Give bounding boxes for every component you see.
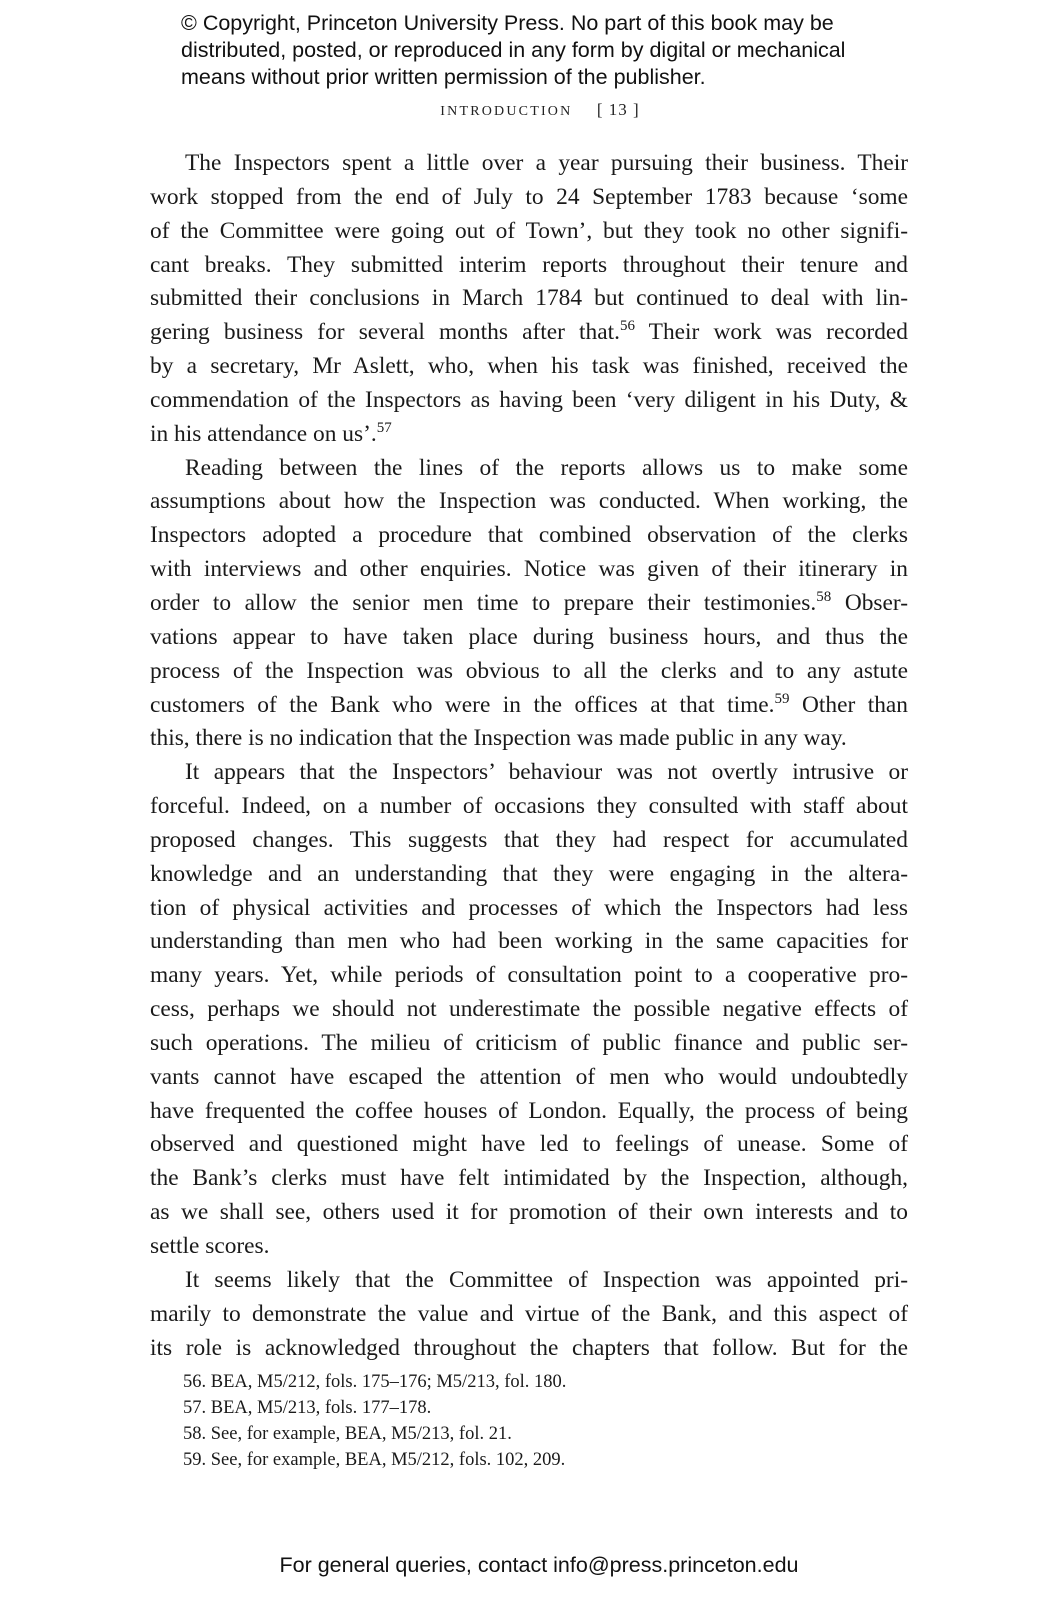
body-line xyxy=(150,553,908,587)
footnote-marker: 58 xyxy=(816,588,832,605)
body-line xyxy=(150,181,908,215)
body-line-text: Their work was recorded xyxy=(634,319,908,346)
body-line xyxy=(150,1027,908,1061)
body-line-text: order to allow the senior men time to prepare their testimonies. xyxy=(150,589,817,616)
body-line-text: Reading between the lines of the reports allows us to make some xyxy=(185,454,908,481)
body-line xyxy=(150,350,908,384)
body-line xyxy=(150,959,908,993)
body-line xyxy=(150,858,908,892)
body-line-text: the Bank’s clerks must have felt intimidated by the Inspection, although, xyxy=(150,1165,908,1192)
body-line-text: by a secretary, Mr Aslett, who, when his task was finished, received the xyxy=(150,353,908,380)
body-line xyxy=(150,384,908,418)
copyright-line: © Copyright, Princeton University Press. No part of this book may be xyxy=(181,11,834,35)
body-line-text: observed and questioned might have led to feelings of unease. Some of xyxy=(150,1131,908,1158)
body-line xyxy=(150,756,908,790)
footnote-marker: 59 xyxy=(774,690,790,707)
body-line-text: its role is acknowledged throughout the chapters that follow. But for the xyxy=(150,1334,908,1361)
body-line-text: tion of physical activities and processes of which the Inspectors had less xyxy=(150,894,908,921)
body-line-text: gering business for several months after that. xyxy=(150,319,620,346)
footnote-marker: 56 xyxy=(619,318,635,335)
body-line-text: work stopped from the end of July to 24 September 1783 because ‘some xyxy=(150,183,908,210)
body-line xyxy=(150,1128,908,1162)
body-line xyxy=(150,892,908,926)
footnote: 59. See, for example, BEA, M5/212, fols. 102, 209. xyxy=(183,1450,566,1470)
running-head xyxy=(0,98,1050,121)
body-line-text: commendation of the Inspectors as having been ‘very diligent in his Duty, & xyxy=(150,386,908,413)
body-line-text: It seems likely that the Committee of Inspection was appointed pri- xyxy=(185,1266,908,1293)
footer-contact: For general queries, contact info@press.princeton.edu xyxy=(279,1553,799,1577)
body-line-text: process of the Inspection was obvious to all the clerks and to any astute xyxy=(150,657,908,684)
body-line-text: such operations. The milieu of criticism of public finance and public ser- xyxy=(150,1029,908,1056)
body-line-text: Inspectors adopted a procedure that combined observation of the clerks xyxy=(150,522,908,549)
running-head-section: introduction xyxy=(440,98,573,120)
body-line xyxy=(150,993,908,1027)
body-line xyxy=(150,485,908,519)
body-line-text: proposed changes. This suggests that they had respect for accumulated xyxy=(150,826,908,853)
body-line xyxy=(150,452,908,486)
body-line-text: customers of the Bank who were in the offices at that time. xyxy=(150,691,775,718)
body-line xyxy=(150,1196,908,1230)
body-line-text: settle scores. xyxy=(150,1233,270,1259)
body-line xyxy=(150,215,908,249)
body-line xyxy=(150,1332,908,1366)
body-line-text: as we shall see, others used it for promotion of their own interests and to xyxy=(150,1199,908,1226)
body-line xyxy=(150,316,908,350)
body-line xyxy=(150,147,908,181)
footnote: 57. BEA, M5/213, fols. 177–178. xyxy=(183,1398,432,1418)
copyright-line: distributed, posted, or reproduced in any form by digital or mechanical xyxy=(181,38,846,62)
footnote: 58. See, for example, BEA, M5/213, fol. 21. xyxy=(183,1424,512,1444)
body-line xyxy=(150,1264,908,1298)
body-line-text: cess, perhaps we should not underestimate the possible negative effects of xyxy=(150,996,908,1023)
body-line xyxy=(150,1095,908,1129)
page-number: [ 13 ] xyxy=(596,100,640,119)
body-line xyxy=(150,1230,908,1264)
footnote-marker: 57 xyxy=(376,419,392,436)
body-line xyxy=(150,689,908,723)
body-line-text: submitted their conclusions in March 1784 but continued to deal with lin- xyxy=(150,285,908,312)
body-line-text: marily to demonstrate the value and virtue of the Bank, and this aspect of xyxy=(150,1300,908,1327)
body-line xyxy=(150,790,908,824)
body-line xyxy=(150,1061,908,1095)
body-line-text: understanding than men who had been working in the same capacities for xyxy=(150,928,908,955)
body-line-text: this, there is no indication that the Inspection was made public in any way. xyxy=(150,725,847,752)
body-line-text: vants cannot have escaped the attention of men who would undoubtedly xyxy=(150,1063,908,1090)
body-line-text: Other than xyxy=(789,691,908,718)
body-line-text: many years. Yet, while periods of consultation point to a cooperative pro- xyxy=(150,962,908,989)
body-line-text: assumptions about how the Inspection was conducted. When working, the xyxy=(150,488,908,515)
copyright-notice xyxy=(181,10,941,91)
body-line xyxy=(150,655,908,689)
body-line-text: have frequented the coffee houses of London. Equally, the process of being xyxy=(150,1097,908,1124)
body-text xyxy=(150,147,908,1365)
body-line-text: Obser- xyxy=(831,589,909,616)
body-line-text: It appears that the Inspectors’ behaviour was not overtly intrusive or xyxy=(185,759,908,786)
body-line xyxy=(150,249,908,283)
body-line xyxy=(150,282,908,316)
body-line xyxy=(150,418,908,452)
body-line-text: The Inspectors spent a little over a year pursuing their business. Their xyxy=(185,150,908,176)
footnote: 56. BEA, M5/212, fols. 175–176; M5/213, fol. 180. xyxy=(183,1372,567,1392)
body-line xyxy=(150,925,908,959)
body-line xyxy=(150,621,908,655)
body-line xyxy=(150,824,908,858)
body-line-text: cant breaks. They submitted interim reports throughout their tenure and xyxy=(150,251,908,278)
body-line-text: in his attendance on us’. xyxy=(150,420,377,447)
body-line xyxy=(150,587,908,621)
body-line xyxy=(150,519,908,553)
body-line xyxy=(150,722,908,756)
footnotes xyxy=(183,1369,903,1473)
body-line-text: of the Committee were going out of Town’, but they took no other signifi- xyxy=(150,217,908,244)
body-line-text: with interviews and other enquiries. Notice was given of their itinerary in xyxy=(150,556,908,583)
body-line-text: vations appear to have taken place during business hours, and thus the xyxy=(150,623,908,650)
body-line xyxy=(150,1162,908,1196)
body-line xyxy=(150,1298,908,1332)
body-line-text: forceful. Indeed, on a number of occasions they consulted with staff about xyxy=(150,793,908,820)
copyright-line: means without prior written permission of the publisher. xyxy=(181,65,706,89)
body-line-text: knowledge and an understanding that they were engaging in the altera- xyxy=(150,860,908,887)
